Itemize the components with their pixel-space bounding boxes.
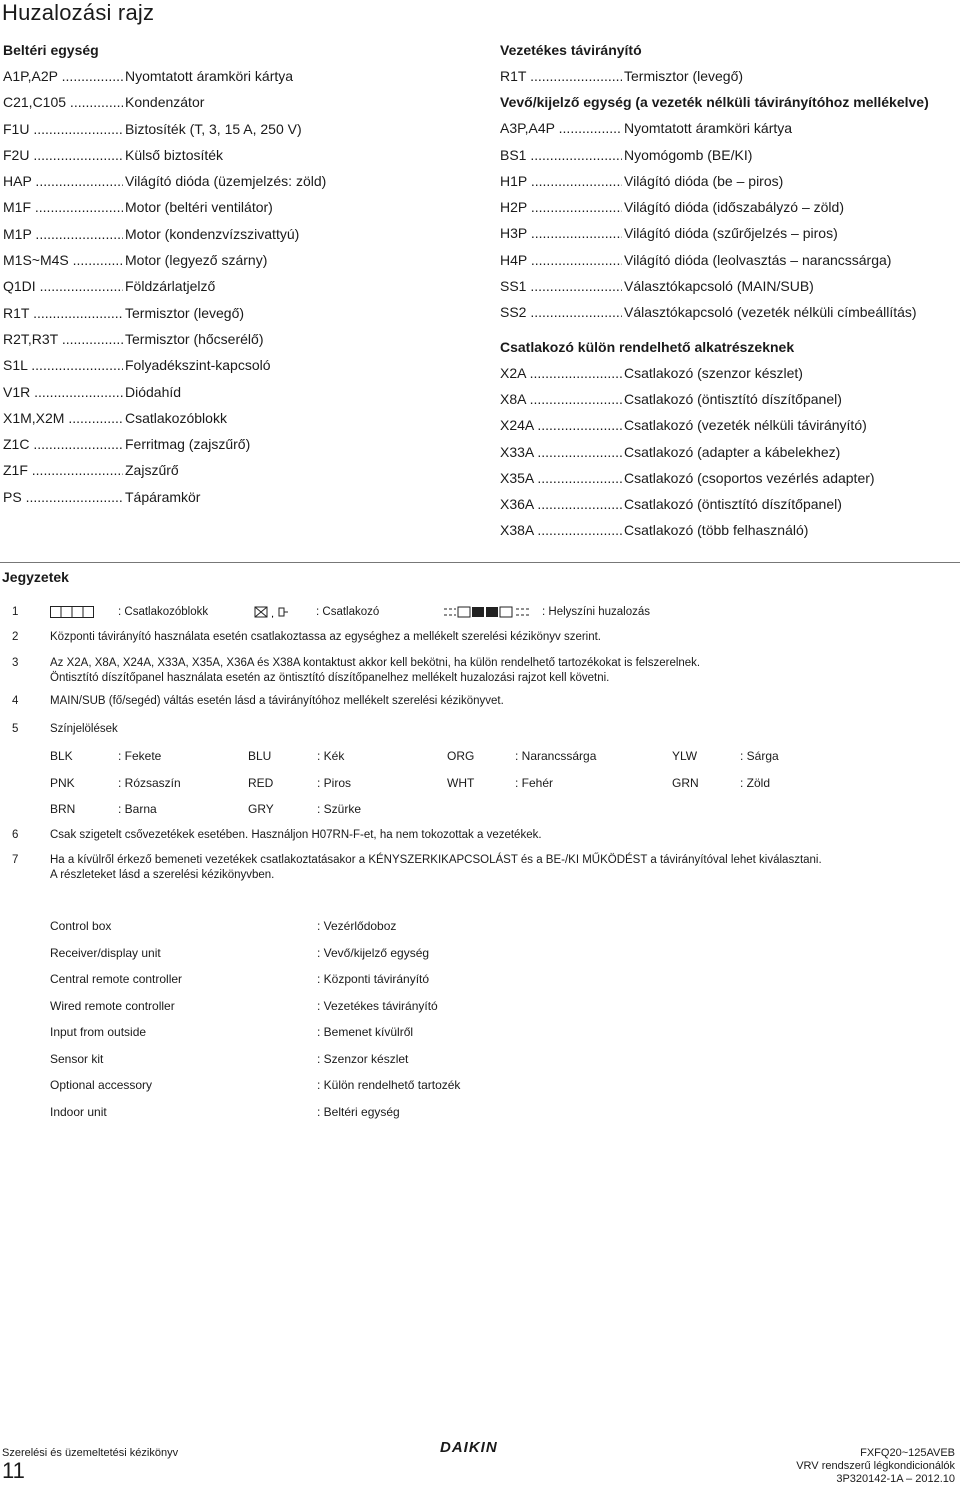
legend-row [3,435,473,461]
legend-row [500,198,960,224]
glossary-row [50,946,850,973]
indoor-unit-list [3,67,473,514]
component-code: M1F ..... [3,198,123,224]
component-code: X24A ..... [500,416,622,442]
note-number: 6 [12,829,19,841]
component-code: A3P,A4P ..... [500,119,622,145]
component-description: Motor (legyező szárny) [125,252,268,269]
component-code: R1T ..... [500,67,622,93]
legend-row [500,390,960,416]
component-description: Földzárlatjelző [125,278,216,295]
indoor-unit-legend [3,41,473,514]
glossary-table [50,919,850,1131]
legend-row [3,67,473,93]
component-code: X38A ..... [500,521,622,547]
component-description: Világító dióda (be – piros) [624,172,784,189]
component-code: F1U ..... [3,120,123,146]
component-description: Csatlakozó (adapter a kábelekhez) [624,443,841,460]
glossary-row [50,999,850,1026]
legend-row [3,251,473,277]
glossary-translation: : Beltéri egység [317,1104,400,1119]
legend-row [500,416,960,442]
component-description: Csatlakozó (szenzor készlet) [624,364,803,381]
component-code: X36A ..... [500,495,622,521]
component-description: Termisztor (levegő) [624,68,744,84]
component-description: Választókapcsoló (vezeték nélküli címbeállítás) [624,304,917,321]
glossary-row [50,1052,850,1079]
legend-row [3,277,473,303]
color-code-row [50,749,900,776]
wired-remote-list [500,67,960,93]
component-description: Világító dióda (szűrőjelzés – piros) [624,225,838,242]
component-code: S1L ..... [3,356,123,382]
legend-row [3,198,473,224]
glossary-translation: : Bemenet kívülről [317,1025,414,1039]
component-code: SS1 ..... [500,277,622,303]
component-description: Diódahíd [125,383,182,400]
wired-remote-heading: Vezetékes távirányító [500,42,642,58]
legend-row [500,119,960,145]
component-code: M1S~M4S ..... [3,251,123,277]
component-description: Tápáramkör [125,488,201,505]
note-number: 5 [12,723,19,735]
note-number: 3 [12,657,19,669]
color-abbrev: GRN [672,775,699,790]
note-text: A részleteket lásd a szerelési kézikönyvben. [50,869,275,881]
component-description: Választókapcsoló (MAIN/SUB) [624,278,814,295]
component-description: Világító dióda (időszabályzó – zöld) [624,199,844,216]
remote-legend [500,41,960,548]
component-code: Z1F ..... [3,461,123,487]
terminal-block-label: : Csatlakozóblokk [118,606,209,618]
glossary-row [50,972,850,999]
component-code: A1P,A2P ..... [3,67,123,93]
note-number: 2 [12,631,19,643]
note-text: Központi távirányító használata esetén csatlakoztassa az egységhez a mellékelt szerelési kézikönyv szerint. [50,631,602,643]
daikin-logo: DAIKIN [440,1439,498,1456]
notes-heading: Jegyzetek [2,569,69,585]
component-code: C21,C105 ..... [3,93,123,119]
footer-info [796,1447,955,1485]
color-name: : Rózsaszín [118,775,181,790]
component-code: X8A ..... [500,390,622,416]
glossary-row [50,919,850,946]
legend-row [500,521,960,547]
legend-row [3,409,473,435]
component-description: Csatlakozóblokk [125,409,227,426]
indoor-unit-heading: Beltéri egység [3,42,99,58]
component-description: Világító dióda (üzemjelzés: zöld) [125,173,327,190]
connector-heading: Csatlakozó külön rendelhető alkatrészeknek [500,338,795,355]
color-abbrev: BLK [50,749,73,763]
color-name: : Piros [317,775,352,790]
component-description: Külső biztosíték [125,146,224,163]
component-code: Z1C ..... [3,435,123,461]
component-code: R1T ..... [3,304,123,330]
legend-row [3,383,473,409]
field-wiring-symbol-icon [444,605,530,620]
section-divider [0,562,960,563]
glossary-translation: : Vezetékes távirányító [317,998,438,1013]
product-name: VRV rendszerű légkondicionálók [796,1460,955,1472]
legend-row [500,495,960,521]
color-abbrev: PNK [50,775,75,790]
component-description: Nyomtatott áramköri kártya [125,68,294,84]
color-abbrev: WHT [447,775,475,790]
component-code: X2A ..... [500,364,622,390]
glossary-term: Receiver/display unit [50,945,161,960]
legend-row [500,277,960,303]
legend-row [500,364,960,390]
component-description: Folyadékszint-kapcsoló [125,357,271,374]
component-description: Csatlakozó (csoportos vezérlés adapter) [624,469,875,486]
component-description: Kondenzátor [125,94,205,111]
legend-row [3,93,473,119]
color-name: : Sárga [740,749,779,763]
legend-row [3,120,473,146]
connector-list [500,364,960,548]
component-description: Csatlakozó (öntisztító díszítőpanel) [624,390,842,407]
component-code: PS ..... [3,488,123,514]
glossary-row [50,1078,850,1105]
color-name: : Narancssárga [515,749,597,763]
component-code: H1P ..... [500,172,622,198]
color-abbrev: ORG [447,749,475,763]
legend-row [500,146,960,172]
component-description: Motor (kondenzvízszivattyú) [125,225,300,242]
connector-symbol-icon [254,605,296,620]
component-code: Q1DI ..... [3,277,123,303]
model-number: FXFQ20~125AVEB [860,1447,955,1459]
color-abbrev: BRN [50,802,76,816]
note-number: 7 [12,854,19,866]
component-code: X33A ..... [500,443,622,469]
color-name: : Fehér [515,775,554,790]
glossary-row [50,1105,850,1132]
component-description: Csatlakozó (több felhasználó) [624,522,809,539]
glossary-term: Input from outside [50,1025,147,1039]
component-description: Motor (beltéri ventilátor) [125,199,273,216]
color-name: : Fekete [118,749,162,763]
legend-row [500,443,960,469]
legend-row [3,225,473,251]
note-number: 1 [12,606,19,618]
component-code: SS2 ..... [500,303,622,329]
glossary-term: Optional accessory [50,1078,153,1092]
glossary-translation: : Központi távirányító [317,972,430,986]
terminal-block-symbol-icon [50,605,94,620]
component-description: Termisztor (levegő) [125,304,245,321]
component-code: X1M,X2M ..... [3,409,123,435]
legend-row [500,224,960,250]
legend-row [500,251,960,277]
legend-row [500,303,960,329]
legend-row [3,146,473,172]
color-abbrev: YLW [672,749,698,763]
component-code: H3P ..... [500,224,622,250]
component-description: Biztosíték (T, 3, 15 A, 250 V) [125,120,302,137]
note-text: MAIN/SUB (fő/segéd) váltás esetén lásd a távirányítóhoz mellékelt szerelési kézikönyvet. [50,695,504,707]
component-description: Csatlakozó (öntisztító díszítőpanel) [624,496,842,513]
note-text-block [50,853,950,883]
note-text: Ha a kívülről érkező bemeneti vezetékek csatlakoztatásakor a KÉNYSZERKIKAPCSOLÁST és a BE-/KI MŰKÖDÉST a távirányítóval lehet kiválasztani. [50,854,822,866]
component-code: H2P ..... [500,198,622,224]
glossary-translation: : Külön rendelhető tartozék [317,1078,461,1092]
receiver-heading: Vevő/kijelző egység (a vezeték nélküli távirányítóhoz mellékelve) [500,94,929,111]
legend-row [500,172,960,198]
component-code: HAP ..... [3,172,123,198]
note-text: Öntisztító díszítőpanel használata esetén az öntisztító díszítőpanelhez mellékelt huzalozási rajzot kell követni. [50,672,610,684]
legend-row [3,172,473,198]
page-title: Huzalozási rajz [2,0,155,25]
receiver-list [500,119,960,329]
legend-row [3,356,473,382]
color-code-row [50,776,900,803]
color-abbrev: RED [248,775,274,790]
note-number: 4 [12,695,19,707]
legend-row [3,461,473,487]
manual-title: Szerelési és üzemeltetési kézikönyv [2,1447,179,1459]
color-abbrev: BLU [248,749,272,763]
glossary-term: Central remote controller [50,972,183,986]
svg-text:,: , [271,607,275,618]
glossary-term: Sensor kit [50,1051,104,1066]
color-code-table [50,749,900,829]
component-description: Nyomtatott áramköri kártya [624,120,793,137]
note-text: Csak szigetelt csővezetékek esetében. Használjon H07RN-F-et, ha nem tokozottak a vezetékek. [50,829,542,841]
note-text: Színjelölések [50,723,118,735]
component-code: M1P ..... [3,225,123,251]
color-name: : Zöld [740,775,771,790]
glossary-term: Indoor unit [50,1104,107,1119]
component-code: V1R ..... [3,383,123,409]
color-name: : Kék [317,749,345,763]
component-description: Nyomógomb (BE/KI) [624,146,753,163]
component-code: R2T,R3T ..... [3,330,123,356]
component-description: Világító dióda (leolvasztás – narancssárga) [624,251,892,268]
glossary-row [50,1025,850,1052]
legend-row [3,330,473,356]
document-number: 3P320142-1A – 2012.10 [836,1473,955,1485]
legend-row [500,67,960,93]
component-code: BS1 ..... [500,146,622,172]
connector-label: : Csatlakozó [316,606,380,618]
component-code: X35A ..... [500,469,622,495]
glossary-translation: : Szenzor készlet [317,1051,409,1066]
color-abbrev: GRY [248,802,274,816]
color-code-row [50,802,900,829]
component-code: F2U ..... [3,146,123,172]
glossary-term: Wired remote controller [50,998,175,1013]
note-text-block [50,656,950,686]
color-name: : Barna [118,802,157,816]
legend-row [3,488,473,514]
component-description: Ferritmag (zajszűrő) [125,436,251,453]
component-description: Termisztor (hőcserélő) [125,330,264,347]
component-description: Zajszűrő [125,462,179,479]
legend-row [500,469,960,495]
color-name: : Szürke [317,802,362,816]
glossary-translation: : Vevő/kijelző egység [317,945,430,960]
component-code: H4P ..... [500,251,622,277]
page-number: 11 [2,1458,25,1483]
field-wiring-label: : Helyszíni huzalozás [542,606,651,618]
glossary-term: Control box [50,919,112,933]
note-text: Az X2A, X8A, X24A, X33A, X35A, X36A és X38A kontaktust akkor kell bekötni, ha külön rendelhető tartozékokat is felszerelnek. [50,657,701,669]
component-description: Csatlakozó (vezeték nélküli távirányító) [624,417,867,434]
glossary-translation: : Vezérlődoboz [317,919,397,933]
legend-row [3,304,473,330]
